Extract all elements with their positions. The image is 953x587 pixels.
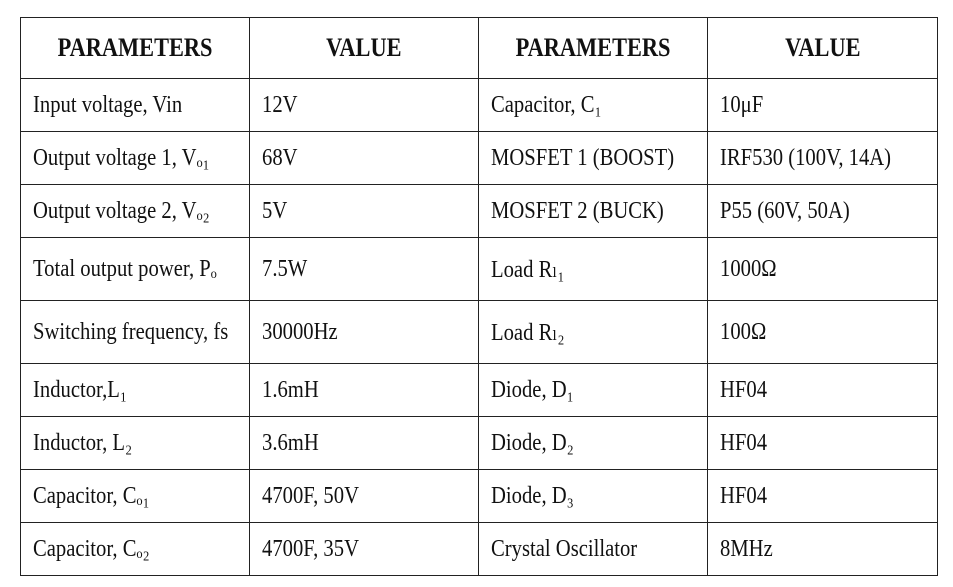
- table-row: [21, 132, 938, 185]
- value-cell: 10μF: [708, 79, 938, 132]
- value-cell: 7.5W: [250, 238, 479, 301]
- value-cell: 5V: [250, 185, 479, 238]
- param-cell: Diode, D₃: [479, 470, 708, 523]
- value-cell: 1.6mH: [250, 364, 479, 417]
- table-row: [21, 301, 938, 364]
- param-cell: Diode, D₁: [479, 364, 708, 417]
- value-cell: 12V: [250, 79, 479, 132]
- param-cell: Load Rₗ₂: [479, 301, 708, 364]
- value-cell: P55 (60V, 50A): [708, 185, 938, 238]
- param-cell: MOSFET 2 (BUCK): [479, 185, 708, 238]
- table-header-row: [21, 18, 938, 79]
- param-cell: Inductor, L₂: [21, 417, 250, 470]
- param-cell: Crystal Oscillator: [479, 523, 708, 576]
- parameters-table: [20, 17, 938, 576]
- param-cell: Output voltage 1, Vₒ₁: [21, 132, 250, 185]
- param-cell: Inductor,L₁: [21, 364, 250, 417]
- header-value-2: VALUE: [708, 18, 938, 79]
- header-parameters-2: PARAMETERS: [479, 18, 708, 79]
- param-cell: Output voltage 2, Vₒ₂: [21, 185, 250, 238]
- value-cell: 4700F, 35V: [250, 523, 479, 576]
- value-cell: 3.6mH: [250, 417, 479, 470]
- header-value-1: VALUE: [250, 18, 479, 79]
- value-cell: HF04: [708, 470, 938, 523]
- value-cell: IRF530 (100V, 14A): [708, 132, 938, 185]
- value-cell: 4700F, 50V: [250, 470, 479, 523]
- table-row: [21, 417, 938, 470]
- header-parameters-1: PARAMETERS: [21, 18, 250, 79]
- table-row: [21, 523, 938, 576]
- param-cell: Switching frequency, fs: [21, 301, 250, 364]
- param-cell: Total output power, Pₒ: [21, 238, 250, 301]
- value-cell: 68V: [250, 132, 479, 185]
- value-cell: HF04: [708, 364, 938, 417]
- param-cell: MOSFET 1 (BOOST): [479, 132, 708, 185]
- table-row: [21, 79, 938, 132]
- param-cell: Diode, D₂: [479, 417, 708, 470]
- param-cell: Input voltage, Vin: [21, 79, 250, 132]
- value-cell: 30000Hz: [250, 301, 479, 364]
- parameters-table-container: [20, 17, 933, 576]
- value-cell: HF04: [708, 417, 938, 470]
- value-cell: 100Ω: [708, 301, 938, 364]
- value-cell: 1000Ω: [708, 238, 938, 301]
- table-row: [21, 238, 938, 301]
- param-cell: Capacitor, Cₒ₁: [21, 470, 250, 523]
- value-cell: 8MHz: [708, 523, 938, 576]
- param-cell: Capacitor, Cₒ₂: [21, 523, 250, 576]
- table-row: [21, 470, 938, 523]
- table-row: [21, 364, 938, 417]
- param-cell: Load Rₗ₁: [479, 238, 708, 301]
- table-row: [21, 185, 938, 238]
- param-cell: Capacitor, C₁: [479, 79, 708, 132]
